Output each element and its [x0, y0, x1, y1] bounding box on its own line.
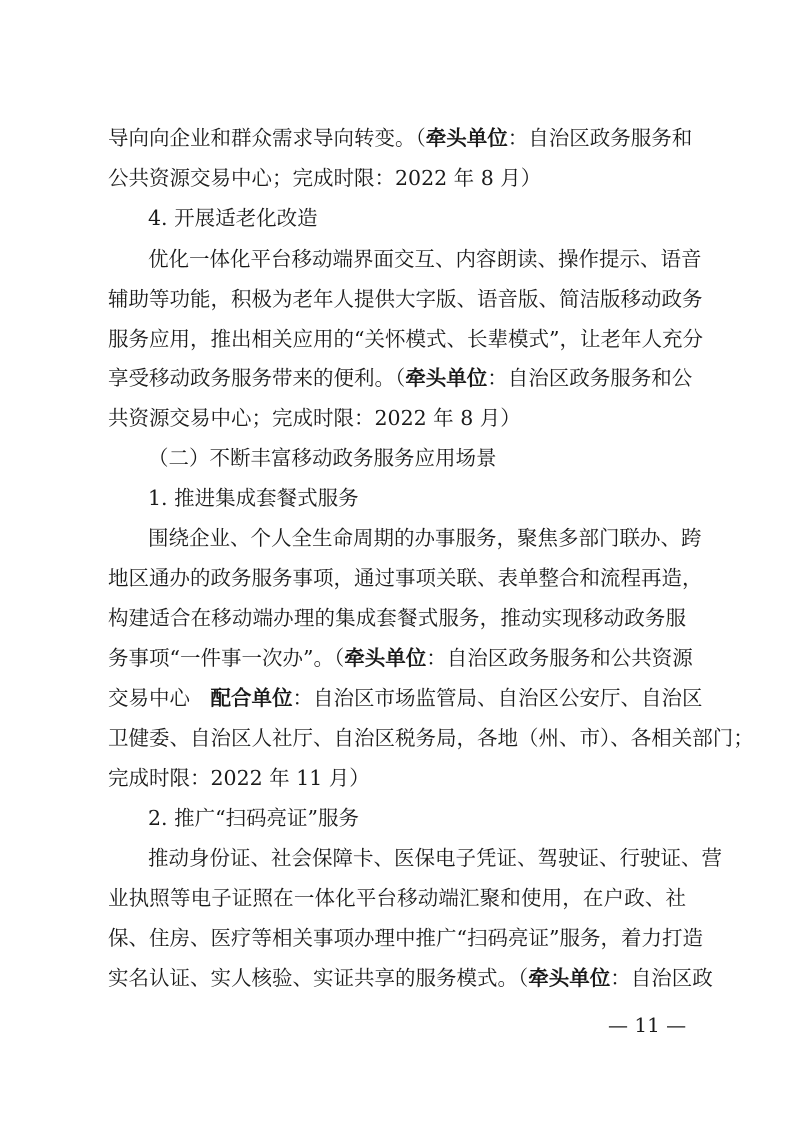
text-line	[108, 158, 686, 198]
text-run: 2. 推广“扫码亮证”服务	[148, 806, 360, 830]
text-run: 业执照等电子证照在一体化平台移动端汇聚和使用，在户政、社	[108, 886, 686, 910]
text-run: 完成时限：2022 年 11 月）	[108, 766, 370, 790]
text-line	[108, 718, 754, 758]
text-line	[108, 678, 703, 718]
bold-label: 配合单位	[210, 686, 293, 710]
text-line	[148, 198, 686, 238]
text-line	[108, 958, 713, 998]
text-run: 享受移动政务服务带来的便利。（	[108, 366, 406, 390]
text-run: 实名认证、实人核验、实证共享的服务模式。（	[108, 966, 529, 990]
text-line	[108, 918, 703, 958]
bold-label: 牵头单位	[344, 646, 427, 670]
text-run: 保、住房、医疗等相关事项办理中推广“扫码亮证”服务，着力打造	[108, 926, 703, 950]
text-line	[148, 518, 702, 558]
text-line	[108, 279, 703, 319]
text-line	[108, 319, 703, 359]
text-line	[148, 838, 722, 878]
text-run: 优化一体化平台移动端界面交互、内容朗读、操作提示、语音	[148, 247, 702, 271]
text-line	[108, 398, 686, 438]
text-line	[108, 358, 693, 398]
text-line	[148, 239, 702, 279]
text-line	[108, 878, 686, 918]
text-run: （二）不断丰富移动政务服务应用场景	[148, 446, 497, 470]
text-line	[108, 638, 693, 678]
text-run: 卫健委、自治区人社厅、自治区税务局，各地（州、市）、各相关部门；	[108, 726, 754, 750]
text-run: 地区通办的政务服务事项，通过事项关联、表单整合和流程再造，	[108, 566, 703, 590]
text-line	[108, 598, 686, 638]
page-number: — 11 —	[608, 1013, 687, 1037]
text-run: 导向向企业和群众需求导向转变。（	[108, 126, 426, 150]
text-run: 服务应用，推出相关应用的“关怀模式、长辈模式”，让老年人充分	[108, 327, 703, 351]
text-run: 交易中心	[108, 686, 211, 710]
text-run: 共资源交易中心；完成时限：2022 年 8 月）	[108, 406, 521, 430]
text-run: ：自治区政务服务和公	[487, 366, 693, 390]
text-line	[108, 758, 686, 798]
text-run: ：自治区政	[610, 966, 713, 990]
text-run: 推动身份证、社会保障卡、医保电子凭证、驾驶证、行驶证、营	[148, 846, 722, 870]
text-run: ：自治区政务服务和	[507, 126, 693, 150]
text-line	[148, 478, 686, 518]
text-line	[148, 438, 686, 478]
text-run: ：自治区市场监管局、自治区公安厅、自治区	[292, 686, 703, 710]
text-line	[148, 798, 686, 838]
text-line	[108, 118, 693, 158]
text-run: 1. 推进集成套餐式服务	[148, 486, 359, 510]
text-run: ：自治区政务服务和公共资源	[426, 646, 693, 670]
text-line	[108, 558, 703, 598]
text-run: 辅助等功能，积极为老年人提供大字版、语音版、简洁版移动政务	[108, 287, 703, 311]
text-run: 构建适合在移动端办理的集成套餐式服务，推动实现移动政务服	[108, 606, 686, 630]
bold-label: 牵头单位	[405, 366, 488, 390]
text-run: 公共资源交易中心；完成时限：2022 年 8 月）	[108, 166, 542, 190]
text-run: 围绕企业、个人全生命周期的办事服务，聚焦多部门联办、跨	[148, 526, 702, 550]
bold-label: 牵头单位	[425, 126, 508, 150]
text-run: 务事项“一件事一次办”。（	[108, 646, 345, 670]
text-run: 4. 开展适老化改造	[148, 206, 318, 230]
bold-label: 牵头单位	[528, 966, 611, 990]
